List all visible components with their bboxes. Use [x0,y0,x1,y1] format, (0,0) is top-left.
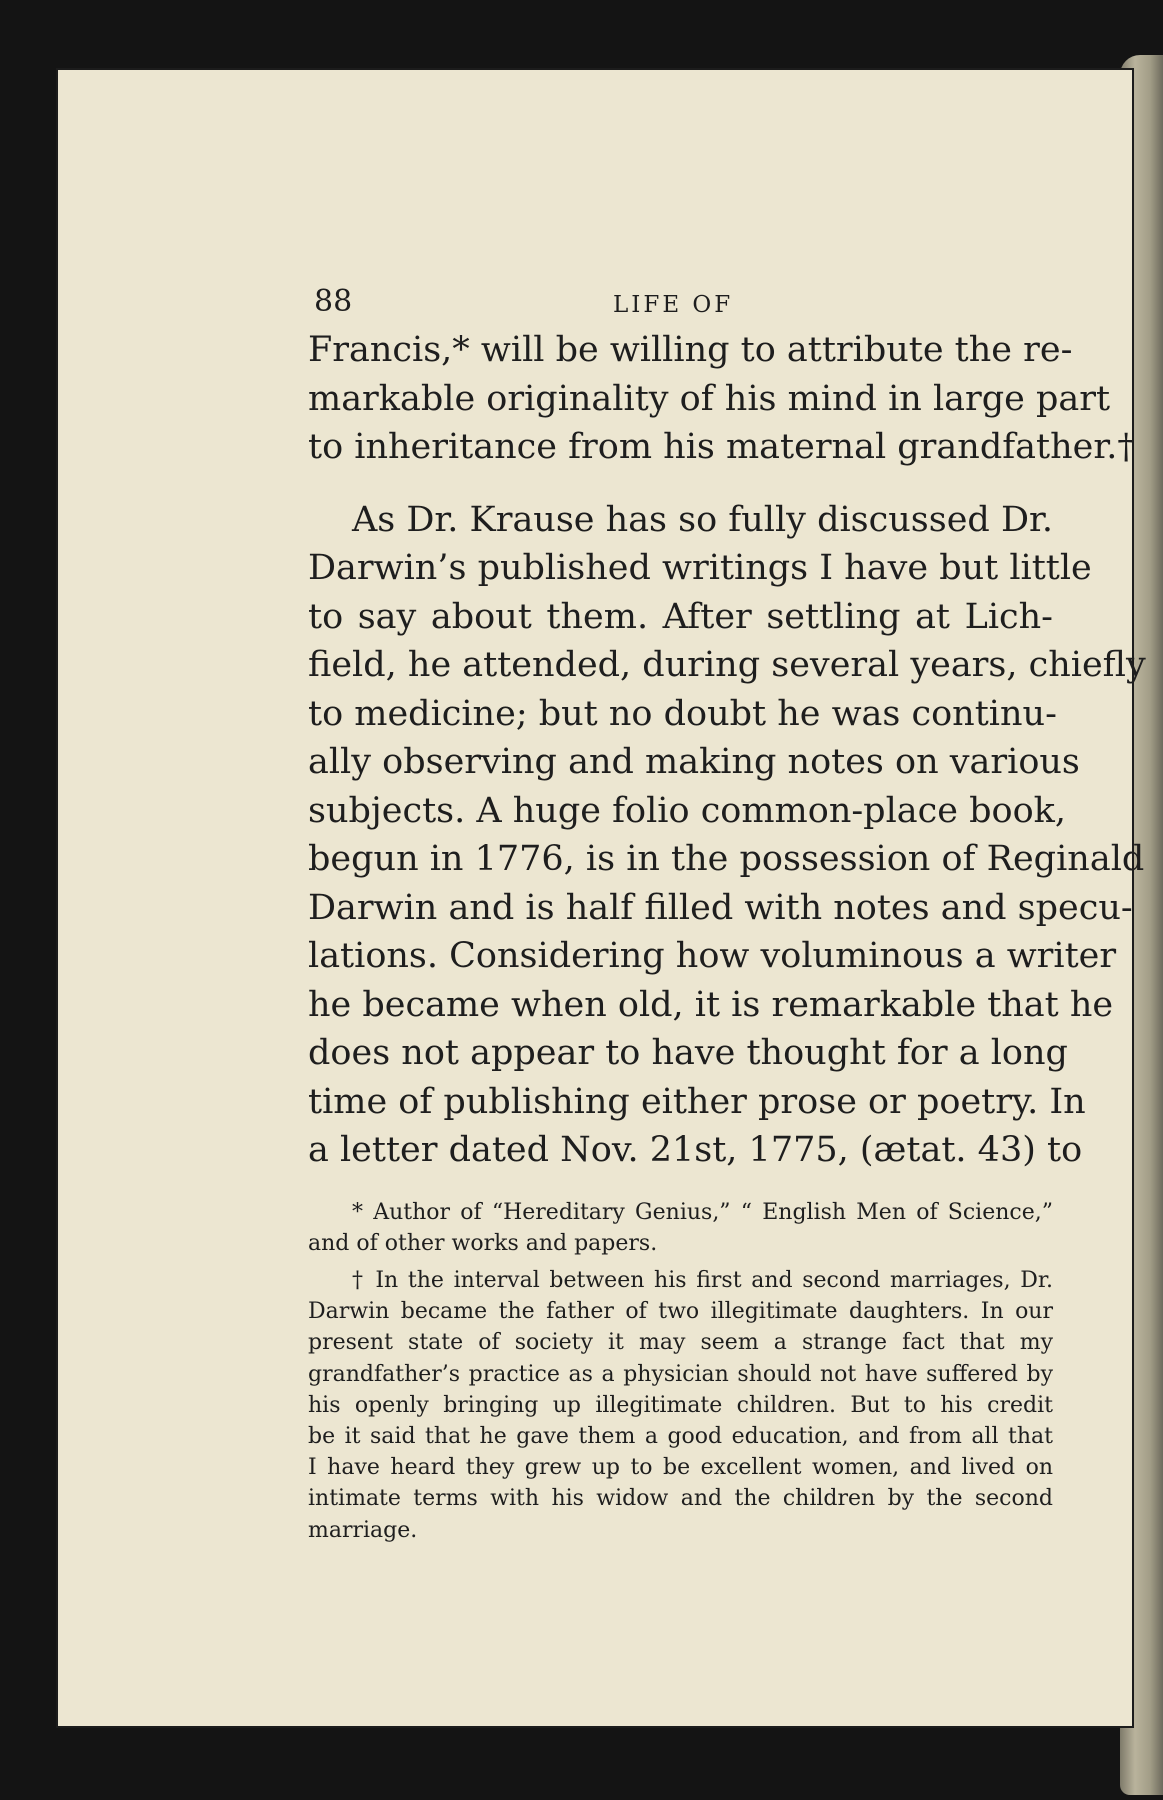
body-line: a letter dated Nov. 21st, 1775, (ætat. 43) to [308,1130,1083,1170]
footnote-line: * Author of “Hereditary Genius,” “ English Men of Science,” [352,1199,1053,1225]
footnote-line: marriage. [308,1517,418,1543]
running-title: LIFE OF [613,292,734,318]
footnote-line: be it said that he gave them a good education, and from all that [308,1423,1053,1449]
footnote-line: present state of society it may seem a strange fact that my [308,1330,1053,1356]
body-line: ally observing and making notes on various [308,742,1080,782]
footnote-line: † In the interval between his first and second marriages, Dr. [352,1267,1053,1293]
body-line: does not appear to have thought for a long [308,1033,1068,1073]
body-line: begun in 1776, is in the possession of Reginald [308,839,1145,879]
footnote-line: and of other works and papers. [308,1230,658,1256]
footnotes [308,1197,1053,1546]
paragraph-break [308,472,1053,496]
body-line: lations. Considering how voluminous a writer [308,936,1117,976]
body-line: Francis,* will be willing to attribute the re- [308,330,1073,370]
footnote-line: Darwin became the father of two illegitimate daughters. In our [308,1299,1053,1325]
footnote-1 [308,1197,1053,1259]
page-content [308,276,1146,1546]
body-line: he became when old, it is remarkable that he [308,984,1114,1025]
paragraph-2 [308,496,1146,1175]
paragraph-1 [308,326,1135,472]
body-line: As Dr. Krause has so fully discussed Dr. [352,499,1054,540]
body-line: to say about them. After settling at Lich- [308,596,1053,637]
body-line: to medicine; but no doubt he was continu- [308,693,1057,734]
running-head [308,276,1053,326]
footnote-line: I have heard they grew up to be excellent women, and lived on [308,1455,1053,1481]
body-line: subjects. A huge folio common-place book, [308,790,1066,831]
body-line: time of publishing either prose or poetry. In [308,1081,1086,1122]
body-line: Darwin and is half filled with notes and specu- [308,887,1133,928]
body-line: field, he attended, during several years, chiefly [308,645,1146,685]
footnote-line: intimate terms with his widow and the children by the second [308,1486,1053,1512]
book-page [56,68,1146,1728]
body-line: to inheritance from his maternal grandfather.† [308,427,1135,467]
footnote-line: grandfather’s practice as a physician should not have suffered by [308,1361,1053,1387]
page-number: 88 [314,284,353,319]
footnote-line: his openly bringing up illegitimate children. But to his credit [308,1392,1053,1418]
footnote-2 [308,1265,1053,1546]
body-line: Darwin’s published writings I have but little [308,548,1092,588]
body-line: markable originality of his mind in large part [308,378,1111,419]
